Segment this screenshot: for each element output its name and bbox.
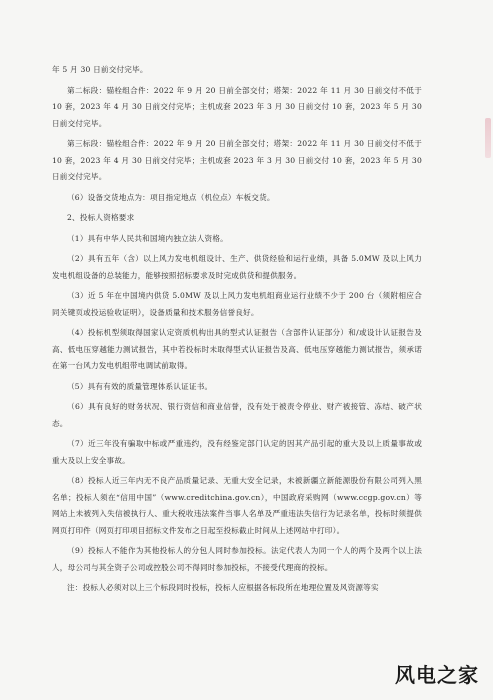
paragraph-lot-3: 第三标段：锚栓组合件：2022 年 9 月 20 日前全部交付；塔架：2022 年 11 月 30 日前交付不低于 10 套，2023 年 4 月 30 日前交付完毕；主机成套 2023 年 3 月 30 日前交付 10 套，2023 年 5 月 30 日前交付完毕。 xyxy=(52,139,422,181)
qualification-item-7: （7）近三年没有骗取中标或严重违约，没有经鉴定部门认定的因其产品引起的重大及以上质量事故或重大及以上安全事故。 xyxy=(52,439,422,465)
paragraph-schedule-tail: 年 5 月 30 日前交付完毕。 xyxy=(52,65,148,74)
paragraph-delivery-location: （6）设备交货地点为：项目指定地点（机位点）车板交货。 xyxy=(67,192,275,202)
watermark-logo-text: 风电之家 xyxy=(395,663,479,687)
paragraph-lot-2: 第二标段：锚栓组合件：2022 年 9 月 20 日前全部交付；塔架：2022 年 11 月 30 日前交付不低于 10 套，2023 年 4 月 30 日前交付完毕；主机成套 2023 年 3 月 30 日前交付 10 套，2023 年 5 月 30 日前交付完毕。 xyxy=(52,85,422,128)
red-stamp-edge-mark xyxy=(485,118,491,158)
qualification-item-4: （4）投标机型须取得国家认定资质机构出具的型式认证报告（含部件认证部分）和/或设计认证报告及高、低电压穿越能力测试报告，其中若投标时未取得型式认证报告及高、低电压穿越能力测试报告，须承诺在第一台风力发电机组带电调试前取得。 xyxy=(52,328,422,370)
qualification-item-2: （2）具有五年（含）以上风力发电机组设计、生产、供货经验和运行业绩，具备 5.0MW 及以上风力发电机组设备的总装能力，能够按照招标要求及时完成供货和提供服务。 xyxy=(52,254,422,280)
section-heading-qualifications: 2、投标人资格要求 xyxy=(67,213,135,222)
document-body xyxy=(52,62,422,597)
qualification-item-5: （5）具有有效的质量管理体系认证证书。 xyxy=(67,381,213,391)
qualification-item-6: （6）具有良好的财务状况、银行资信和商业信誉，没有处于被责令停业、财产被接管、冻结、破产状态。 xyxy=(52,402,422,428)
qualification-item-9: （9）投标人不能作为其他投标人的分包人同时参加投标。法定代表人为同一个人的两个及两个以上法人，母公司与其全资子公司或控股公司不得同时参加投标，不接受代理商的投标。 xyxy=(52,546,422,572)
qualification-item-3: （3）近 5 年在中国境内供货 5.0MW 及以上风力发电机组商业运行业绩不少于 200 台（须附相应合同关键页或投运验收证明），设备质量和技术服务信誉良好。 xyxy=(52,291,422,317)
note-paragraph: 注：投标人必须对以上三个标段同时投标，投标人应根据各标段所在地理位置及风资源等实 xyxy=(67,583,379,592)
qualification-item-8: （8）投标人近三年内无不良产品质量记录、无重大安全记录，未被新疆立新能源股份有限公司列入黑名单；投标人须在“信用中国”（www.creditchina.gov.cn），中国政府采购网（www.ccgp.gov.cn）等网站上未被列入失信被执行人、重大税收违法案件当事人名单及严重违法失信行为记录名单，投标时须提供网页打印件（网页打印项目招标文件发布之日起至投标截止时间从上述网站中打印）。 xyxy=(52,476,422,535)
qualification-item-1: （1）具有中华人民共和国境内独立法人资格。 xyxy=(67,233,228,243)
